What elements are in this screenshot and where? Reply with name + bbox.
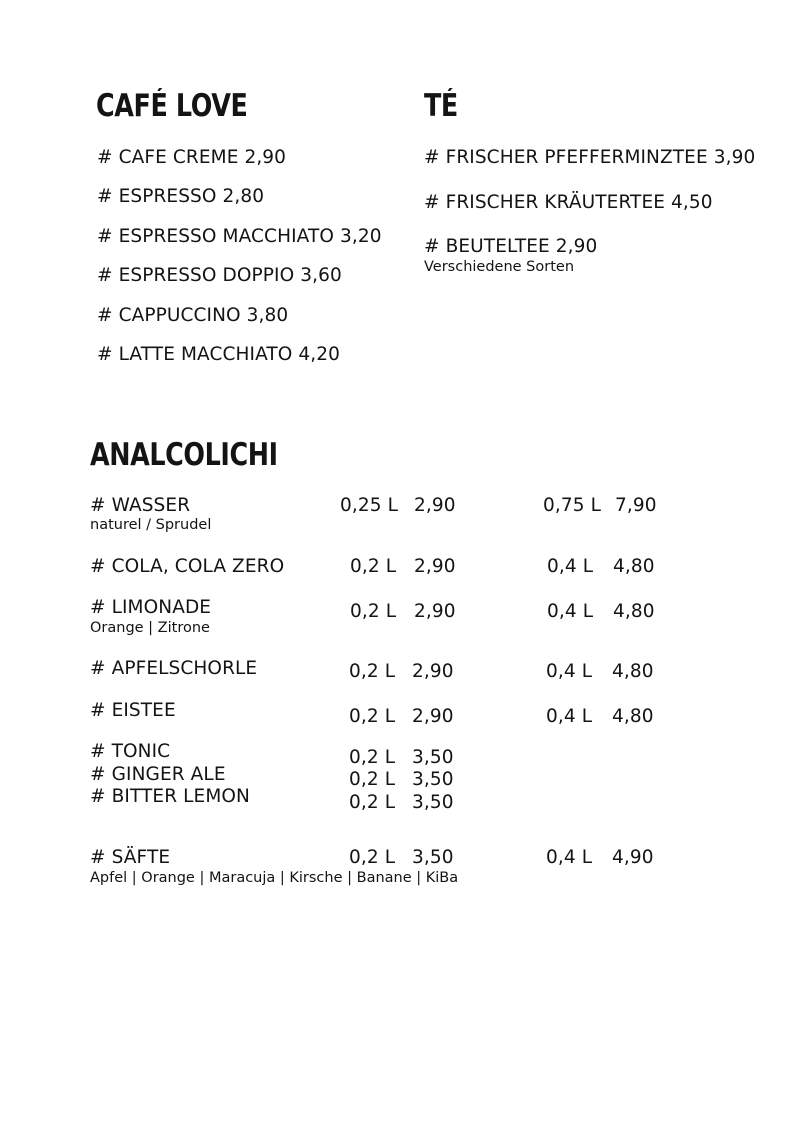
drink-price: 2,90	[412, 706, 454, 727]
drink-note: naturel / Sprudel	[90, 517, 212, 533]
drink-size: 0,25 L	[340, 495, 398, 516]
tea-heading: TÉ	[424, 88, 458, 124]
drink-price: 7,90	[615, 495, 657, 516]
cafe-item: # CAPPUCCINO 3,80	[97, 305, 289, 326]
drink-size: 0,4 L	[546, 706, 593, 727]
drink-name: # APFELSCHORLE	[90, 658, 258, 679]
drink-size: 0,2 L	[349, 747, 396, 768]
drink-size: 0,2 L	[350, 601, 397, 622]
cafe-heading: CAFÉ LOVE	[96, 88, 248, 124]
drink-price: 4,80	[612, 706, 654, 727]
drink-note: Orange | Zitrone	[90, 620, 210, 636]
drink-size: 0,4 L	[546, 661, 593, 682]
drink-name: # WASSER	[90, 495, 191, 516]
drink-price: 2,90	[414, 601, 456, 622]
drink-name: # SÄFTE	[90, 847, 171, 868]
drink-size: 0,2 L	[349, 661, 396, 682]
drink-price: 4,80	[612, 661, 654, 682]
drink-price: 2,90	[414, 556, 456, 577]
drink-price: 3,50	[412, 747, 454, 768]
cafe-item: # ESPRESSO 2,80	[97, 186, 265, 207]
drink-price: 4,90	[612, 847, 654, 868]
drink-name: # BITTER LEMON	[90, 786, 250, 807]
drink-name: # EISTEE	[90, 700, 176, 721]
drink-price: 3,50	[412, 769, 454, 790]
drink-price: 3,50	[412, 847, 454, 868]
drink-size: 0,75 L	[543, 495, 601, 516]
tea-note: Verschiedene Sorten	[424, 259, 575, 275]
tea-item: # FRISCHER PFEFFERMINZTEE 3,90	[424, 147, 756, 168]
drink-name: # TONIC	[90, 741, 171, 762]
cafe-item: # LATTE MACCHIATO 4,20	[97, 344, 341, 365]
drink-size: 0,4 L	[546, 847, 593, 868]
cafe-item: # ESPRESSO MACCHIATO 3,20	[97, 226, 382, 247]
tea-item: # FRISCHER KRÄUTERTEE 4,50	[424, 192, 713, 213]
drink-price: 2,90	[414, 495, 456, 516]
drink-name: # GINGER ALE	[90, 764, 226, 785]
drink-price: 2,90	[412, 661, 454, 682]
cafe-item: # CAFE CREME 2,90	[97, 147, 287, 168]
drink-size: 0,2 L	[349, 847, 396, 868]
drink-size: 0,4 L	[547, 556, 594, 577]
soft-heading: ANALCOLICHI	[90, 437, 278, 473]
drink-price: 3,50	[412, 792, 454, 813]
drink-size: 0,2 L	[349, 706, 396, 727]
drink-size: 0,2 L	[350, 556, 397, 577]
drink-size: 0,2 L	[349, 792, 396, 813]
drink-size: 0,4 L	[547, 601, 594, 622]
tea-item: # BEUTELTEE 2,90	[424, 236, 598, 257]
drink-name: # LIMONADE	[90, 597, 212, 618]
drink-size: 0,2 L	[349, 769, 396, 790]
drink-price: 4,80	[613, 556, 655, 577]
drink-name: # COLA, COLA ZERO	[90, 556, 285, 577]
drink-price: 4,80	[613, 601, 655, 622]
cafe-item: # ESPRESSO DOPPIO 3,60	[97, 265, 342, 286]
drink-note: Apfel | Orange | Maracuja | Kirsche | Banane | KiBa	[90, 870, 459, 886]
